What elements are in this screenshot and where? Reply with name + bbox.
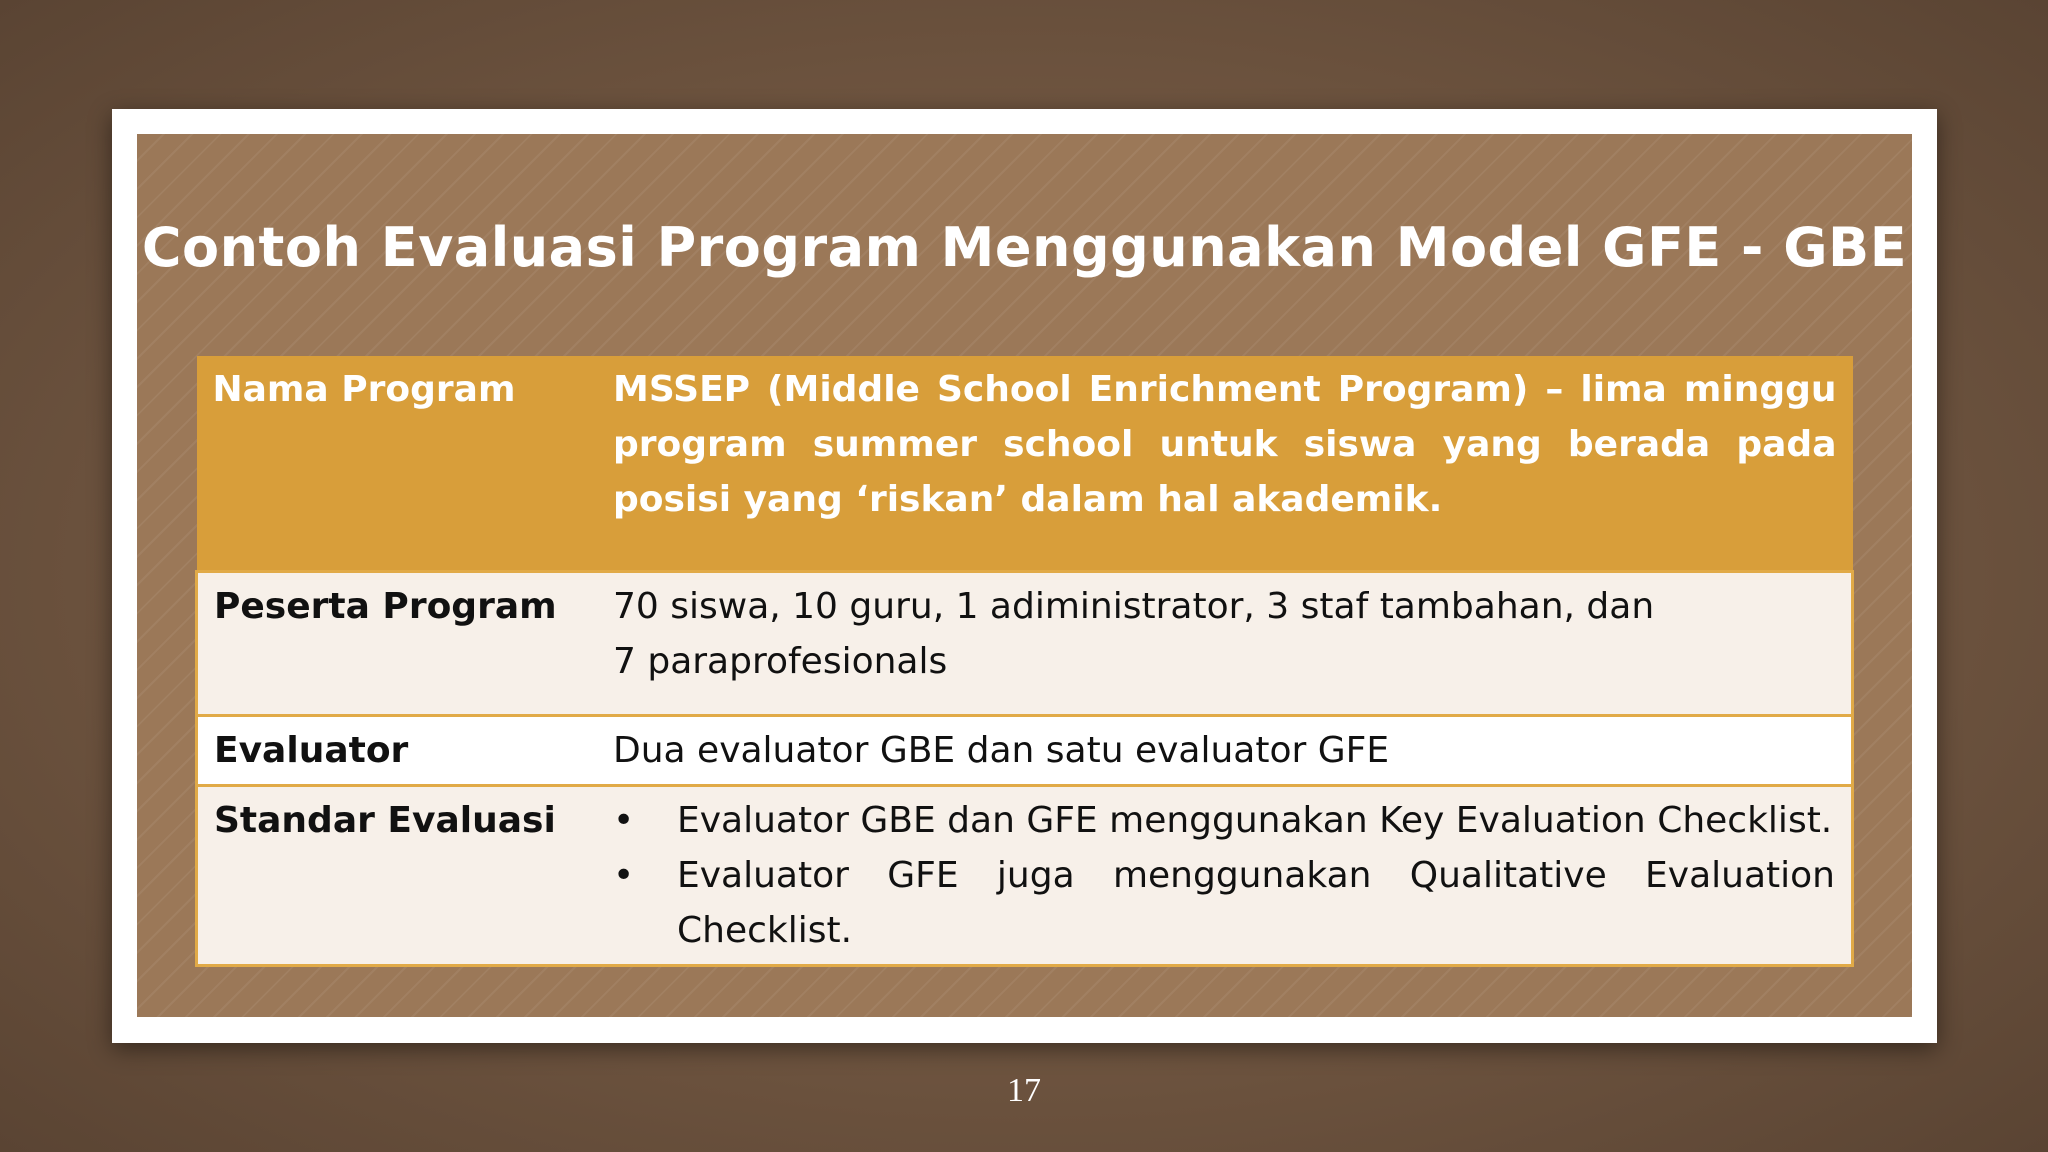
table-row-nama-program [197, 356, 1853, 572]
row-label: Peserta Program [197, 572, 598, 716]
row-value-line: 7 paraprofesionals [613, 641, 948, 682]
page-number: 17 [1007, 1072, 1041, 1109]
bullet-icon: • [613, 855, 635, 896]
bullet-icon: • [613, 800, 635, 841]
program-table [195, 356, 1854, 967]
bullet-item [613, 848, 1835, 958]
row-value: Dua evaluator GBE dan satu evaluator GFE [597, 716, 1853, 786]
table-row-evaluator [197, 716, 1853, 786]
row-label: Evaluator [197, 716, 598, 786]
bullet-list [613, 793, 1835, 958]
row-value: MSSEP (Middle School Enrichment Program) – lima minggu program summer school untuk siswa yang berada pada posisi yang ‘riskan’ dalam hal akademik. [597, 356, 1853, 572]
row-value-line: 70 siswa, 10 guru, 1 adiministrator, 3 staf tambahan, dan [613, 586, 1655, 627]
bullet-text: Evaluator GBE dan GFE menggunakan Key Evaluation Checklist. [677, 800, 1833, 841]
row-value [597, 786, 1853, 966]
bullet-text: Evaluator GFE juga menggunakan Qualitative Evaluation Checklist. [677, 855, 1835, 951]
table-row-standar-evaluasi [197, 786, 1853, 966]
row-value [597, 572, 1853, 716]
table-row-peserta-program [197, 572, 1853, 716]
slide-frame [112, 109, 1937, 1043]
row-label: Nama Program [197, 356, 598, 572]
bullet-item [613, 793, 1835, 848]
slide-panel [137, 134, 1912, 1017]
row-label: Standar Evaluasi [197, 786, 598, 966]
slide-title: Contoh Evaluasi Program Menggunakan Model GFE - GBE [141, 216, 1908, 279]
